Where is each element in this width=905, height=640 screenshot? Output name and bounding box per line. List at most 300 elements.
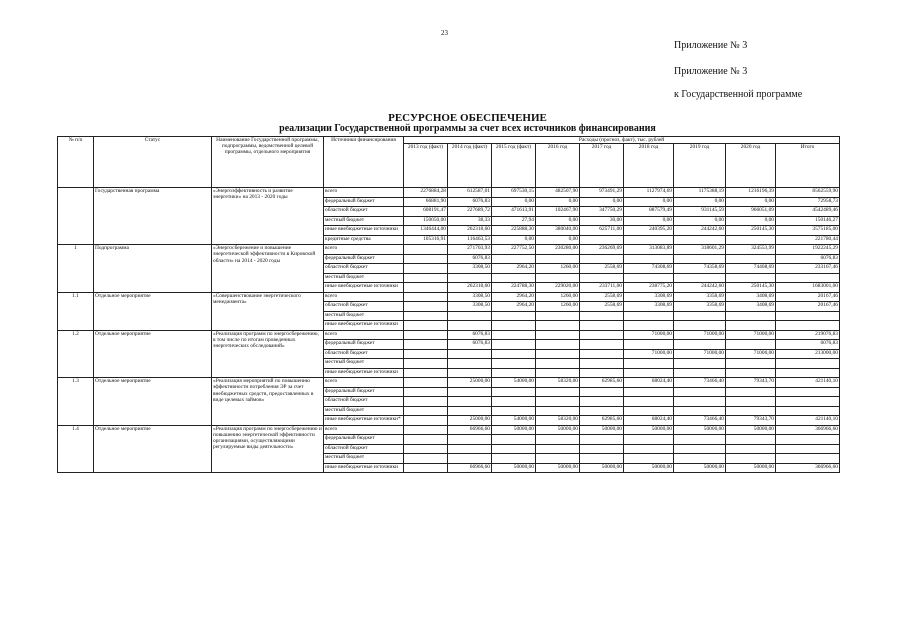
row-total-value: 219076,83 [776, 330, 840, 340]
row-year-value [404, 425, 448, 435]
row-year-value: 262318,60 [448, 283, 492, 293]
document-subtitle: реализации Государственной программы за счет всех источников финансирования [279, 123, 656, 134]
row-number: 1.3 [58, 378, 94, 426]
row-year-value [536, 321, 580, 331]
row-year-value: 227752,50 [492, 245, 536, 255]
row-year-value: 116463,53 [448, 235, 492, 245]
row-funding-source: иные внебюджетные источники* [324, 416, 404, 426]
row-year-value [674, 321, 726, 331]
row-year-value: 238775,20 [624, 283, 674, 293]
table-row [58, 378, 840, 388]
row-year-value [448, 444, 492, 454]
row-year-value: 3358,69 [674, 302, 726, 312]
row-year-value [674, 368, 726, 378]
row-year-value [624, 359, 674, 369]
row-year-value [448, 397, 492, 407]
row-year-value [448, 359, 492, 369]
row-year-value [448, 454, 492, 464]
row-year-value [492, 254, 536, 264]
row-total-value: 150146,27 [776, 216, 840, 226]
row-year-value: 27,94 [492, 216, 536, 226]
row-year-value [726, 340, 776, 350]
row-year-value: 73466,40 [674, 378, 726, 388]
annex-label: Приложение № 3 [674, 40, 748, 51]
row-year-value [404, 406, 448, 416]
row-year-value: 973491,29 [580, 188, 624, 198]
row-funding-source: всего [324, 330, 404, 340]
row-year-value: 6076,83 [448, 340, 492, 350]
row-year-value: 347750,29 [580, 207, 624, 217]
row-year-value [536, 254, 580, 264]
row-total-value [776, 454, 840, 464]
row-year-value [674, 454, 726, 464]
row-year-value [726, 397, 776, 407]
row-status: Отдельное мероприятие [94, 378, 212, 426]
row-year-value [536, 349, 580, 359]
row-year-value [726, 273, 776, 283]
document-title: РЕСУРСНОЕ ОБЕСПЕЧЕНИЕ [388, 112, 547, 124]
header-year: 2013 год (факт) [404, 144, 448, 188]
row-total-value: 1922245,29 [776, 245, 840, 255]
row-funding-source: всего [324, 378, 404, 388]
row-year-value [404, 292, 448, 302]
row-year-value: 30,00 [580, 216, 624, 226]
row-year-value [726, 444, 776, 454]
row-total-value [776, 444, 840, 454]
header-year: 2018 год [624, 144, 674, 188]
row-year-value [448, 368, 492, 378]
header-year: 2017 год [580, 144, 624, 188]
header-status: Статус [94, 137, 212, 188]
table-row [58, 330, 840, 340]
row-year-value: 50000,00 [536, 463, 580, 473]
row-name: «Совершенствование энергетического менеджмента» [212, 292, 324, 330]
row-year-value: 66881,90 [404, 197, 448, 207]
row-year-value [492, 368, 536, 378]
row-year-value: 68024,40 [624, 416, 674, 426]
row-total-value [776, 311, 840, 321]
row-year-value: 225888,30 [492, 226, 536, 236]
row-year-value: 230280,00 [536, 245, 580, 255]
row-year-value [492, 273, 536, 283]
row-year-value: 71000,00 [624, 349, 674, 359]
row-name: «Энергоэффективность и развитие энергетики» на 2013 - 2020 годы [212, 188, 324, 245]
row-year-value: 50000,00 [580, 425, 624, 435]
row-year-value [624, 406, 674, 416]
row-funding-source: иные внебюджетные источники [324, 321, 404, 331]
header-number: № п/п [58, 137, 94, 188]
row-year-value [624, 444, 674, 454]
row-funding-source: всего [324, 245, 404, 255]
row-total-value [776, 368, 840, 378]
row-status: Отдельное мероприятие [94, 330, 212, 378]
row-year-value: 233711,00 [580, 283, 624, 293]
row-year-value [580, 435, 624, 445]
row-total-value [776, 406, 840, 416]
header-year: 2020 год [726, 144, 776, 188]
row-funding-source: федеральный бюджет [324, 340, 404, 350]
row-name: «Энергосбережение и повышение энергетической эффективности в Кировской области» на 2014 - 2020 годы [212, 245, 324, 293]
row-name: «Реализация программ по энергосбережению и повышению энергетической эффективности организациями, осуществляющими регулируемые виды деятельности» [212, 425, 324, 473]
row-year-value: 966051,09 [726, 207, 776, 217]
row-year-value [624, 321, 674, 331]
row-year-value [404, 321, 448, 331]
row-year-value [726, 235, 776, 245]
row-year-value [536, 359, 580, 369]
row-year-value [404, 349, 448, 359]
row-year-value: 318601,29 [674, 245, 726, 255]
row-year-value [536, 454, 580, 464]
row-year-value: 887579,49 [624, 207, 674, 217]
row-year-value [492, 387, 536, 397]
row-year-value [492, 444, 536, 454]
row-year-value [674, 444, 726, 454]
row-year-value [580, 340, 624, 350]
row-funding-source: областной бюджет [324, 207, 404, 217]
row-year-value [404, 387, 448, 397]
row-year-value [726, 368, 776, 378]
row-year-value [726, 359, 776, 369]
row-year-value [492, 397, 536, 407]
row-year-value: 2276884,28 [404, 188, 448, 198]
row-year-value: 1216196,39 [726, 188, 776, 198]
row-year-value [404, 444, 448, 454]
row-total-value: 421140,10 [776, 416, 840, 426]
row-funding-source: кредитные средства [324, 235, 404, 245]
row-year-value [624, 454, 674, 464]
row-year-value [726, 311, 776, 321]
row-year-value [674, 406, 726, 416]
row-funding-source: иные внебюджетные источники [324, 463, 404, 473]
row-total-value [776, 321, 840, 331]
row-year-value [404, 302, 448, 312]
row-year-value: 697530,15 [492, 188, 536, 198]
row-year-value [624, 368, 674, 378]
row-year-value [492, 359, 536, 369]
row-total-value: 6076,83 [776, 254, 840, 264]
row-total-value: 221780,44 [776, 235, 840, 245]
row-year-value: 0,00 [492, 197, 536, 207]
row-total-value: 20167,46 [776, 292, 840, 302]
row-total-value: 1683001,00 [776, 283, 840, 293]
row-year-value: 2558,69 [580, 264, 624, 274]
row-total-value: 72958,73 [776, 197, 840, 207]
row-status: Отдельное мероприятие [94, 425, 212, 473]
row-year-value: 1346444,00 [404, 226, 448, 236]
row-funding-source: областной бюджет [324, 264, 404, 274]
row-total-value: 4542489,46 [776, 207, 840, 217]
row-year-value: 62985,60 [580, 378, 624, 388]
row-year-value [404, 435, 448, 445]
row-year-value [580, 454, 624, 464]
row-year-value: 50000,00 [726, 425, 776, 435]
row-year-value [448, 349, 492, 359]
row-year-value: 1175388,19 [674, 188, 726, 198]
row-year-value [404, 311, 448, 321]
row-year-value [726, 387, 776, 397]
row-year-value [624, 340, 674, 350]
row-number: 1.2 [58, 330, 94, 378]
row-year-value: 79343,70 [726, 378, 776, 388]
row-number: 1 [58, 245, 94, 293]
row-year-value [404, 340, 448, 350]
row-year-value [580, 273, 624, 283]
row-year-value [404, 454, 448, 464]
row-funding-source: местный бюджет [324, 216, 404, 226]
row-year-value [580, 397, 624, 407]
row-year-value [492, 435, 536, 445]
row-year-value [404, 359, 448, 369]
row-year-value: 244242,60 [674, 283, 726, 293]
row-year-value: 71000,00 [726, 349, 776, 359]
row-year-value [674, 397, 726, 407]
row-number: 1.4 [58, 425, 94, 473]
header-source: Источники финансирования [324, 137, 404, 188]
row-year-value: 3308,69 [624, 302, 674, 312]
row-year-value [674, 311, 726, 321]
table-row [58, 245, 840, 255]
row-year-value [580, 254, 624, 264]
row-total-value: 366966,60 [776, 463, 840, 473]
row-year-value [580, 321, 624, 331]
row-year-value: 74358,69 [674, 264, 726, 274]
row-year-value: 73466,40 [674, 416, 726, 426]
row-year-value: 68024,40 [624, 378, 674, 388]
header-year: 2014 год (факт) [448, 144, 492, 188]
row-year-value [726, 454, 776, 464]
row-year-value: 2558,69 [580, 292, 624, 302]
row-year-value: 0,00 [492, 235, 536, 245]
row-year-value [674, 340, 726, 350]
row-year-value: 0,00 [726, 197, 776, 207]
row-total-value: 8562559,90 [776, 188, 840, 198]
row-year-value [404, 330, 448, 340]
row-funding-source: федеральный бюджет [324, 387, 404, 397]
row-year-value: 3308,50 [448, 264, 492, 274]
row-year-value: 66966,60 [448, 425, 492, 435]
row-year-value: 54000,00 [492, 416, 536, 426]
row-year-value: 6076,83 [448, 330, 492, 340]
row-year-value [492, 321, 536, 331]
row-year-value [536, 330, 580, 340]
row-year-value [580, 235, 624, 245]
row-year-value: 71000,00 [726, 330, 776, 340]
row-total-value: 20167,46 [776, 302, 840, 312]
row-funding-source: местный бюджет [324, 406, 404, 416]
row-year-value: 105316,91 [404, 235, 448, 245]
row-number: 1.1 [58, 292, 94, 330]
row-year-value [404, 416, 448, 426]
row-year-value [404, 273, 448, 283]
row-year-value: 236269,69 [580, 245, 624, 255]
row-funding-source: местный бюджет [324, 454, 404, 464]
row-year-value [624, 435, 674, 445]
row-year-value [404, 283, 448, 293]
row-year-value [536, 368, 580, 378]
row-funding-source: иные внебюджетные источники [324, 368, 404, 378]
row-year-value: 3308,50 [448, 292, 492, 302]
row-year-value: 71000,00 [674, 349, 726, 359]
header-expenses: Расходы (прогноз, факт), тыс. рублей [404, 137, 840, 144]
row-year-value [726, 406, 776, 416]
row-year-value: 50000,00 [492, 425, 536, 435]
row-year-value: 50000,00 [726, 463, 776, 473]
row-year-value [492, 340, 536, 350]
row-year-value: 54000,00 [492, 378, 536, 388]
annex-program-reference: к Государственной программе [674, 89, 803, 100]
row-year-value [448, 435, 492, 445]
header-year: 2019 год [674, 144, 726, 188]
row-year-value [674, 435, 726, 445]
row-year-value: 0,00 [536, 235, 580, 245]
row-year-value [404, 264, 448, 274]
table-row [58, 292, 840, 302]
row-funding-source: местный бюджет [324, 273, 404, 283]
row-year-value [404, 463, 448, 473]
row-year-value: 71000,00 [674, 330, 726, 340]
row-year-value: 2964,20 [492, 302, 536, 312]
row-year-value [536, 435, 580, 445]
row-year-value: 0,00 [674, 197, 726, 207]
row-year-value: 50000,00 [674, 463, 726, 473]
row-funding-source: всего [324, 425, 404, 435]
header-total: Итого [776, 144, 840, 188]
row-total-value: 421140,10 [776, 378, 840, 388]
row-year-value: 6076,83 [448, 254, 492, 264]
row-year-value: 0,00 [624, 216, 674, 226]
row-year-value [536, 444, 580, 454]
row-year-value [448, 321, 492, 331]
row-year-value: 3308,69 [624, 292, 674, 302]
header-year: 2015 год (факт) [492, 144, 536, 188]
row-year-value: 313083,89 [624, 245, 674, 255]
row-year-value [580, 368, 624, 378]
annex-label-repeat: Приложение № 3 [674, 66, 748, 77]
row-year-value: 1260,00 [536, 302, 580, 312]
row-year-value: 62985,60 [580, 416, 624, 426]
row-year-value [536, 397, 580, 407]
row-year-value [536, 406, 580, 416]
row-total-value: 213000,00 [776, 349, 840, 359]
row-year-value [674, 235, 726, 245]
row-year-value [624, 235, 674, 245]
row-year-value: 244242,60 [674, 226, 726, 236]
page-number: 23 [441, 29, 448, 37]
row-year-value: 250145,30 [726, 283, 776, 293]
row-year-value [726, 321, 776, 331]
row-year-value [580, 359, 624, 369]
row-funding-source: местный бюджет [324, 311, 404, 321]
row-total-value [776, 397, 840, 407]
row-status: Государственная программа [94, 188, 212, 245]
row-total-value: 3575185,00 [776, 226, 840, 236]
row-year-value: 150050,00 [404, 216, 448, 226]
row-year-value [624, 311, 674, 321]
row-year-value: 482507,90 [536, 188, 580, 198]
row-year-value: 50000,00 [674, 425, 726, 435]
row-status: Отдельное мероприятие [94, 292, 212, 330]
row-year-value [448, 273, 492, 283]
row-funding-source: иные внебюджетные источники [324, 283, 404, 293]
row-year-value: 25000,00 [448, 416, 492, 426]
row-year-value: 50000,00 [624, 425, 674, 435]
row-year-value: 50000,00 [580, 463, 624, 473]
row-year-value: 324553,99 [726, 245, 776, 255]
row-year-value [404, 245, 448, 255]
row-funding-source: областной бюджет [324, 349, 404, 359]
row-year-value [492, 349, 536, 359]
row-year-value: 2558,69 [580, 302, 624, 312]
row-funding-source: федеральный бюджет [324, 254, 404, 264]
row-year-value [492, 406, 536, 416]
row-funding-source: всего [324, 292, 404, 302]
row-total-value [776, 359, 840, 369]
row-year-value: 38,33 [448, 216, 492, 226]
row-year-value: 102467,90 [536, 207, 580, 217]
row-funding-source: иные внебюджетные источники [324, 226, 404, 236]
row-year-value: 0,00 [674, 216, 726, 226]
row-year-value [674, 254, 726, 264]
row-year-value [624, 273, 674, 283]
row-funding-source: областной бюджет [324, 302, 404, 312]
row-year-value [448, 387, 492, 397]
table-row [58, 425, 840, 435]
row-year-value: 3408,69 [726, 302, 776, 312]
row-year-value: 250145,30 [726, 226, 776, 236]
row-name: «Реализация программ по энергосбережению, в том числе по итогам проведенных энергетических обследований» [212, 330, 324, 378]
row-year-value [536, 273, 580, 283]
row-year-value: 58320,00 [536, 416, 580, 426]
row-year-value: 471613,91 [492, 207, 536, 217]
row-year-value [726, 254, 776, 264]
row-year-value [492, 330, 536, 340]
row-year-value [448, 311, 492, 321]
row-year-value: 50000,00 [536, 425, 580, 435]
row-year-value [580, 311, 624, 321]
row-year-value: 79343,70 [726, 416, 776, 426]
row-year-value: 612587,01 [448, 188, 492, 198]
row-year-value [726, 435, 776, 445]
row-year-value [404, 378, 448, 388]
row-funding-source: областной бюджет [324, 444, 404, 454]
row-year-value [674, 359, 726, 369]
row-year-value: 1260,00 [536, 264, 580, 274]
row-year-value: 74308,69 [624, 264, 674, 274]
row-year-value [624, 254, 674, 264]
row-year-value [624, 387, 674, 397]
row-year-value [492, 311, 536, 321]
row-year-value: 1127974,69 [624, 188, 674, 198]
row-year-value: 380040,00 [536, 226, 580, 236]
row-year-value: 0,00 [726, 216, 776, 226]
row-total-value [776, 435, 840, 445]
row-year-value: 0,00 [624, 197, 674, 207]
row-funding-source: местный бюджет [324, 359, 404, 369]
row-year-value: 2964,20 [492, 264, 536, 274]
resource-table [57, 136, 840, 473]
row-year-value [674, 387, 726, 397]
row-year-value: 931145,59 [674, 207, 726, 217]
table-body [58, 188, 840, 473]
row-funding-source: федеральный бюджет [324, 435, 404, 445]
row-year-value [580, 387, 624, 397]
row-year-value: 25000,00 [448, 378, 492, 388]
row-year-value [404, 254, 448, 264]
row-funding-source: всего [324, 188, 404, 198]
row-year-value [580, 406, 624, 416]
row-name: «Реализация мероприятий по повышению эффективности потребления ЭР за счет внебюджетных средств, предоставленных в виде целевых займов» [212, 378, 324, 426]
row-year-value: 608191,47 [404, 207, 448, 217]
